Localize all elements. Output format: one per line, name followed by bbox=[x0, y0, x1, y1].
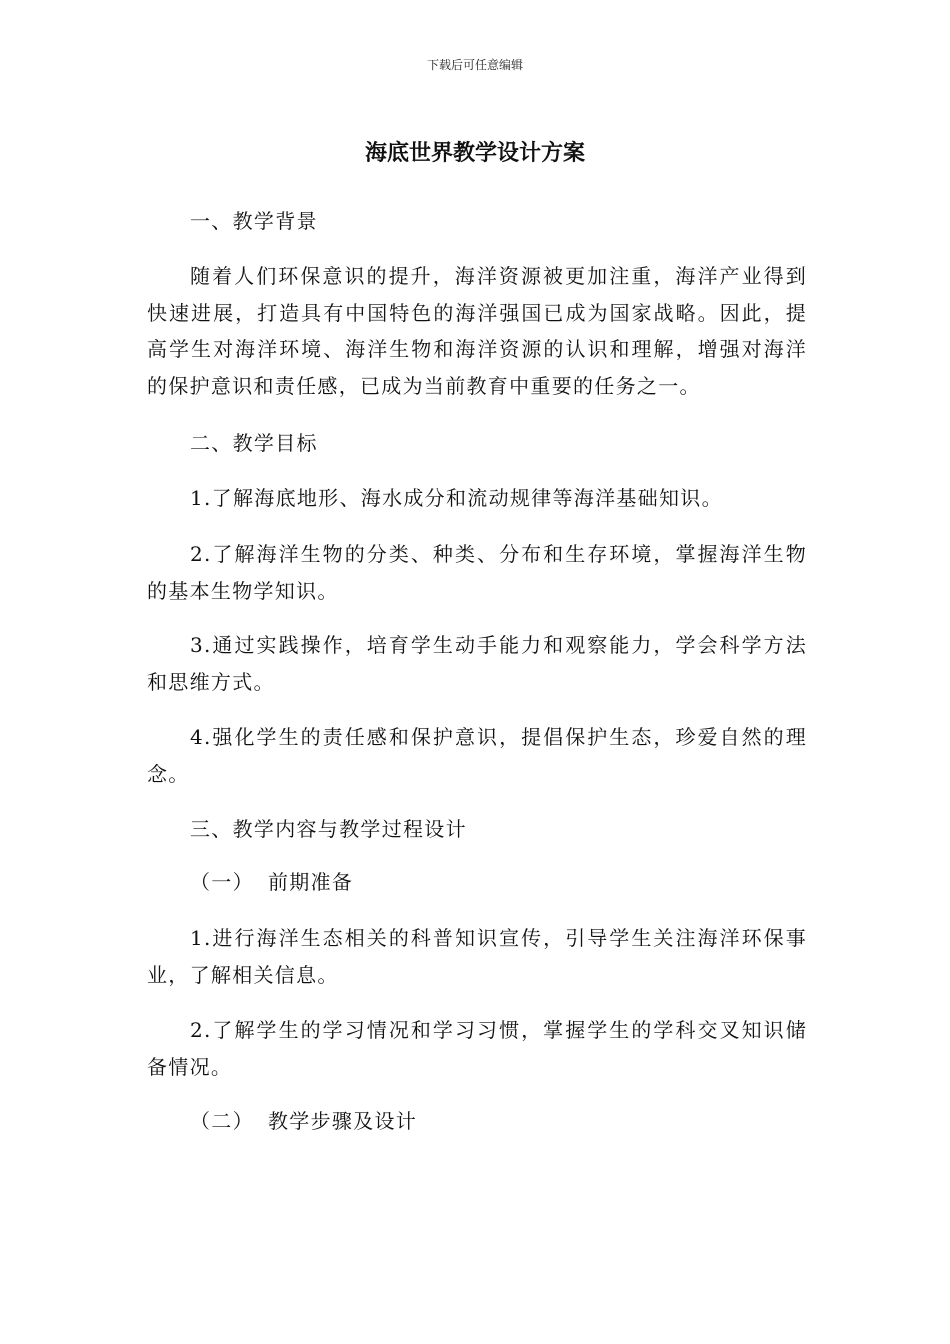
paragraph-background: 随着人们环保意识的提升，海洋资源被更加注重，海洋产业得到快速进展，打造具有中国特色的海洋强国已成为国家战略。因此，提高学生对海洋环境、海洋生物和海洋资源的认识和理解，增强对海洋的保护意识和责任感，已成为当前教育中重要的任务之一。 bbox=[147, 264, 807, 398]
subsection-title: 教学步骤及设计 bbox=[268, 1109, 418, 1133]
objective-item-1: 1.了解海底地形、海水成分和流动规律等海洋基础知识。 bbox=[190, 486, 723, 510]
document-title: 海底世界教学设计方案 bbox=[364, 141, 585, 166]
objective-item-4: 4.强化学生的责任感和保护意识，提倡保护生态，珍爱自然的理念。 bbox=[147, 725, 807, 786]
preparation-item-2: 2.了解学生的学习情况和学习习惯，掌握学生的学科交叉知识储备情况。 bbox=[147, 1018, 807, 1079]
objective-item-3: 3.通过实践操作，培育学生动手能力和观察能力，学会科学方法和思维方式。 bbox=[147, 633, 807, 694]
section-heading-objectives: 二、教学目标 bbox=[190, 431, 318, 455]
subsection-mark: （二） bbox=[190, 1109, 254, 1133]
subsection-heading-preparation bbox=[190, 867, 353, 897]
objective-item-2: 2.了解海洋生物的分类、种类、分布和生存环境，掌握海洋生物的基本生物学知识。 bbox=[147, 542, 807, 603]
preparation-item-1: 1.进行海洋生态相关的科普知识宣传，引导学生关注海洋环保事业，了解相关信息。 bbox=[147, 926, 807, 987]
subsection-mark: （一） bbox=[190, 870, 254, 894]
section-heading-background: 一、教学背景 bbox=[190, 209, 318, 233]
section-heading-content-design: 三、教学内容与教学过程设计 bbox=[190, 817, 467, 841]
header-note: 下载后可任意编辑 bbox=[426, 58, 523, 72]
subsection-title: 前期准备 bbox=[268, 870, 354, 894]
subsection-heading-steps bbox=[190, 1106, 417, 1136]
